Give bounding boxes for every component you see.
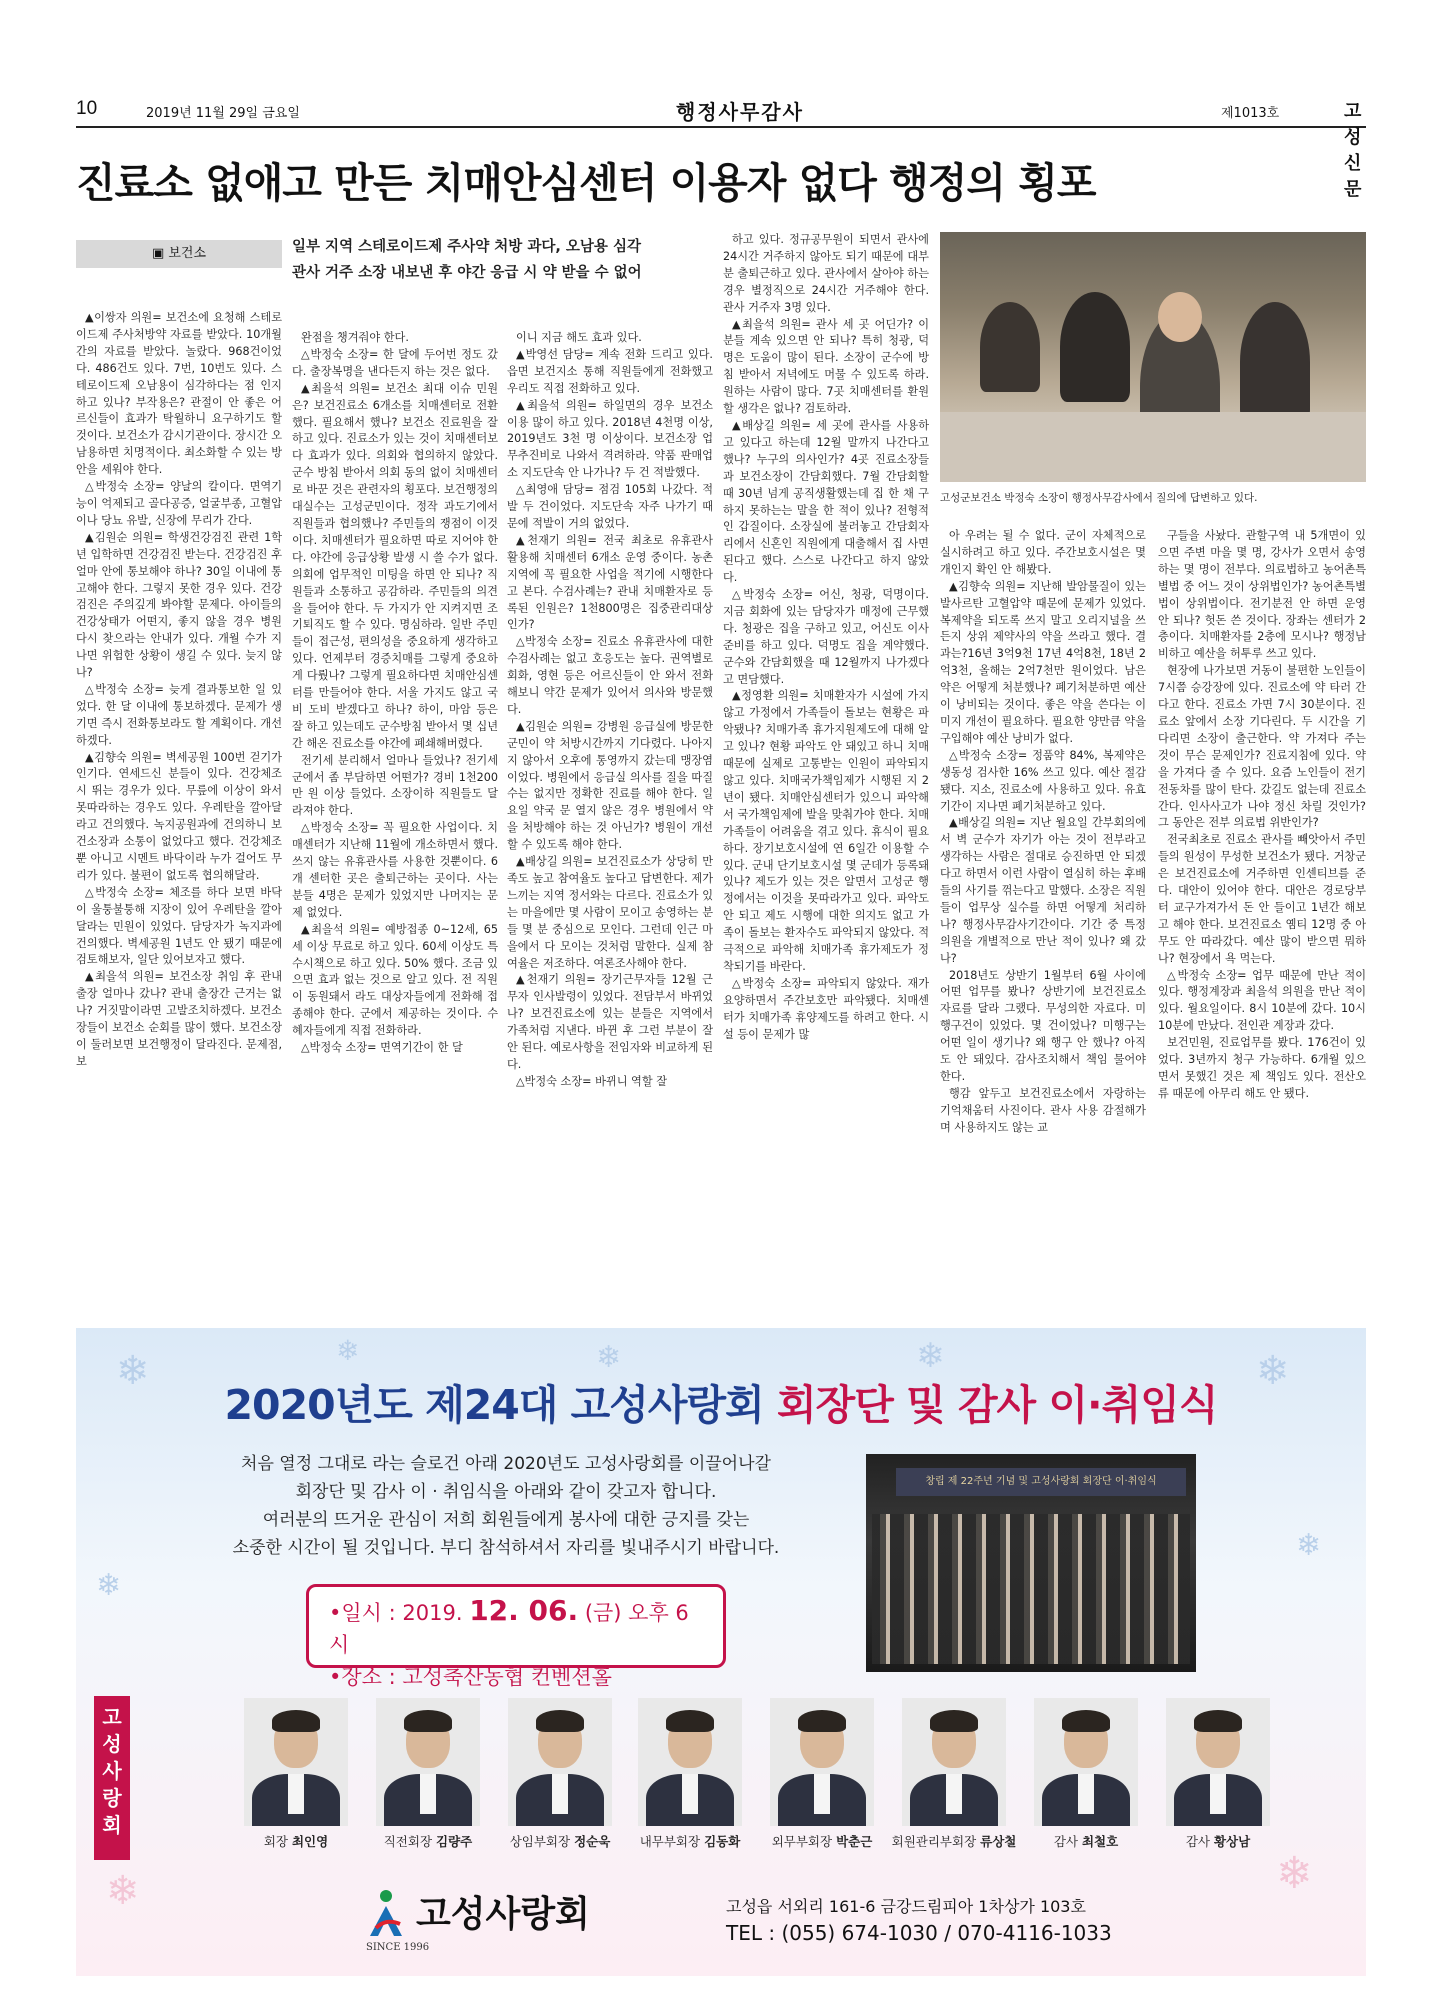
article-headline: 진료소 없애고 만든 치매안심센터 이용자 없다 행정의 횡포: [76, 159, 1096, 207]
article-photo: [940, 232, 1366, 482]
article-paragraph: △박정숙 소장= 업무 때문에 만난 적이 있다. 행정계장과 최을석 의원을 만난 적이 있다. 월요일이다. 8시 10분에 갔다. 10시 10분에 만났다. 전인관 계장과 갔다.: [1158, 968, 1366, 1033]
member-name: 김량주: [436, 1834, 473, 1849]
article-paragraph: 행감 앞두고 보건진료소에서 자랑하는 기억채움터 사진이다. 관사 사용 감절해가며 사용하지도 않는 교: [940, 1086, 1146, 1134]
article-paragraph: ▲김원순 의원= 강병원 응급실에 방문한 군민이 약 처방시간까지 기다렸다. 나아지지 않아서 오후에 통영까지 갔는데 맹장염이었다. 병원에서 응급실 의사를 질을 따질 수는 없지만 정확한 진료를 해야 한다. 일요일 약국 문 열지 않은 경우 병원에서 약을 처방해야 하는 것 아닌가? 병원이 개선할 수 있도록 해야 한다.: [507, 719, 713, 852]
event-place: •장소 : 고성축산농협 컨벤션홀: [329, 1665, 612, 1689]
article-paragraph: 아 우려는 될 수 없다. 군이 자체적으로 실시하려고 하고 있다. 주간보호시설은 몇 개인지 확인 안 해봤다.: [940, 529, 1146, 576]
article-paragraph: ▲김향숙 의원= 지난해 발암물질이 있는 발사르탄 고혈압약 때문에 문제가 있었다. 복제약을 되도록 쓰지 말고 오리지널을 쓰든지 상위 제약사의 약을 쓰라고 했다. 결과는?16년 3억9천 17년 4억8천, 18년 2억3천, 올해는 2억7천만 원이었다. 남은 약은 어떻게 처분했나? 폐기처분하면 예산이 낭비되는 것이다. 좋은 약을 쓴다는 이미지 개선이 필요하다. 필요한 양만큼 약을 구입해야 예산 낭비가 없다.: [940, 579, 1146, 745]
vertical-org-label: 고성사랑회: [94, 1696, 130, 1860]
snowflake-icon: ❄: [116, 1348, 150, 1394]
article-paragraph: 2018년도 상반기 1월부터 6월 사이에 어떤 업무를 봤나? 상반기에 보건진료소 자료를 달라 그랬다. 무성의한 자료다. 미행구건이 있었다. 몇 건이었나? 미행구는 어떤 일이 생기나? 왜 행구 안 했나? 아직도 안 돼있다. 감사조치해서 책임 물어야 한다.: [940, 968, 1146, 1083]
ad-body-line: 소중한 시간이 될 것입니다. 부디 참석하셔서 자리를 빛내주시기 바랍니다.: [232, 1538, 780, 1558]
ad-title: [76, 1372, 1366, 1431]
member-caption: [747, 1832, 897, 1850]
article-paragraph: △박정숙 소장= 면역기간이 한 달: [300, 1041, 463, 1055]
article-paragraph: ▲최을석 의원= 하일면의 경우 보건소 이용 많이 하고 있다. 2018년 4천명 이상, 2019년도 3천 명 이상이다. 보건소장 업무추진비로 나와서 격려하라. 약품 판매업소 지도단속 안 나가나? 두 건 적발했다.: [507, 398, 713, 480]
article-paragraph: ▲김향숙 의원= 벽세공원 100번 걷기가 인기다. 연세드신 분들이 있다. 건강체조 시 뛰는 경우가 있다. 무릎에 이상이 와서 못따라하는 경우도 있다. 우레탄을 깔아달라고 건의했다. 녹지공원과에 건의하니 보건소장과 소통이 없었다고 했다. 건강체조뿐 아니고 시멘트 바닥이라 누가 걸어도 무리가 있다. 불편이 없도록 협의해달라.: [76, 750, 282, 882]
article-paragraph: ▲배상길 의원= 지난 월요일 간부회의에서 벽 군수가 자기가 아는 것이 전부라고 생각하는 사람은 절대로 승진하면 안 되겠다고 하면서 이런 사람이 열심히 하는 후배들의 사기를 꺾는다고 말했다. 소장은 직원들이 업무상 실수를 하면 어떻게 처리하나? 행정사무감사기간이다. 기간 중 특정 의원을 개별적으로 만난 적이 있나? 왜 갔나?: [940, 816, 1146, 965]
event-group-photo: [866, 1454, 1196, 1672]
article-paragraph: △박정숙 소장= 바뀌니 역할 잘: [515, 1074, 668, 1088]
issue-date: 2019년 11월 29일 금요일: [146, 106, 300, 121]
article-paragraph: ▲김원순 의원= 학생건강검진 관련 1학년 입학하면 건강검진 받는다. 건강검진 후 얼마 안에 통보해야 하나? 30일 이내에 통고해야 한다. 그렇지 못한 경우 있다. 건강검진은 주의깊게 봐야할 문제다. 아이들의 건강상태가 어떤지, 좋지 않을 경우 병원 다시 찾으라는 안내가 있다. 개월 수가 지나면 위험한 상황이 생길 수 있다. 늦지 않나?: [76, 530, 282, 680]
snowflake-icon: ❄: [1256, 1348, 1290, 1394]
member-role: 상임부회장: [509, 1834, 571, 1849]
member-name: 최인영: [291, 1834, 329, 1849]
article-paragraph: ▲배상길 의원= 세 곳에 관사를 사용하고 있다고 하는데 12월 말까지 나간다고 했나? 누구의 의사인가? 4곳 진료소장들과 보건소장이 간담회했다. 7월 간담회할 때 30년 넘게 공직생활했는데 집 한 채 구하지 못하는는 말을 한 적이 있나? 전형적인 갑질이다. 소장실에 불러놓고 간담회자리에서 신혼인 직원에게 대출해서 집 사면 된다고 했다. 스스로 나간다고 하지 않았다.: [723, 418, 929, 585]
article-paragraph: △박정숙 소장= 한 달에 두어번 정도 갔다. 출장복명을 낸다든지 하는 것은 없다.: [292, 347, 498, 378]
newspaper-name: 고성신문: [1344, 101, 1362, 200]
ad-body: [156, 1450, 856, 1562]
org-logo-icon: [366, 1888, 406, 1938]
article-paragraph: 구들을 사놨다. 관할구역 내 5개면이 있으면 주변 마을 몇 명, 강사가 오면서 송영하는 몇 명이 전부다. 의료법하고 농어촌특별법 중 어느 것이 상위법인가? 농어촌특별법이 상위법이다. 전기분전 안 하면 운영 안 되나? 헛돈 쓴 것이다. 장좌는 센터가 2층이다. 치매환자를 2층에 모시나? 행정남비하고 예산을 허투루 쓰고 있다.: [1158, 529, 1366, 661]
article-paragraph: △박정숙 소장= 정품약 84%, 복제약은 생동성 검사한 16% 쓰고 있다. 예산 절감됐다. 지소, 진료소에 사용하고 있다. 유효기간이 지나면 폐기처분하고 있다.: [940, 748, 1146, 813]
article-column-6: [1158, 528, 1366, 1290]
article-paragraph: △박정숙 소장= 양날의 칼이다. 면역기능이 억제되고 골다공증, 얼굴부종, 고혈압이나 당뇨 유발, 신장에 무리가 간다.: [76, 480, 282, 527]
article-column-1: [76, 310, 282, 1290]
event-info-box: [306, 1584, 726, 1689]
snowflake-icon: ❄: [1296, 1528, 1322, 1563]
ad-body-line: 여러분의 뜨거운 관심이 저희 회원들에게 봉사에 대한 긍지를 갖는: [262, 1510, 750, 1530]
member-caption: [221, 1832, 371, 1850]
article-paragraph: △박정숙 소장= 진료소 유휴관사에 대한 수검사례는 없고 호응도는 높다. 권역별로 회화, 영현 등은 어르신들이 안 와서 전화해보니 약간 문제가 있어서 의사와 방문했다.: [507, 635, 713, 716]
member-caption: [879, 1832, 1029, 1850]
article-paragraph: ▲박영선 담당= 계속 전화 드리고 있다. 읍면 보건지소 통해 직원들에게 전화했고 우리도 직접 전화하고 있다.: [507, 347, 713, 395]
article-paragraph: △박정숙 소장= 어신, 청광, 덕명이다. 지금 회화에 있는 담당자가 매정에 근무했다. 청광은 집을 구하고 있고, 어신도 이사 준비를 하고 있다. 덕명도 집을 계약했다. 군수와 간담회했을 때 12월까지 나가겠다고 면담했다.: [723, 588, 929, 686]
member-name: 류상철: [980, 1834, 1017, 1849]
snowflake-icon: ❄: [96, 1568, 122, 1603]
member-portrait: [508, 1698, 612, 1826]
article-column-2: [292, 330, 498, 1290]
member-caption: [1143, 1832, 1293, 1850]
member-portrait: [902, 1698, 1006, 1826]
article-paragraph: 전기세 분리해서 얼마나 들었나? 전기세 군에서 좀 부담하면 어떤가? 경비 1천200만 원 이상 들었다. 소장이하 직원들도 달라져야 한다.: [292, 753, 498, 818]
ad-body-line: 회장단 및 감사 이 · 취임식을 아래와 같이 갖고자 합니다.: [295, 1482, 717, 1502]
article-paragraph: ▲천재기 의원= 장기근무자들 12월 근무자 인사발령이 있었다. 전담부서 바뀌었나? 보건진료소에 있는 분들은 지역에서 가족처럼 지낸다. 바뀐 후 그런 부분이 잘 안 된다. 예로사항을 전임자와 비교하게 된다.: [507, 973, 713, 1071]
snowflake-icon: ❄: [916, 1336, 945, 1376]
member-portrait: [1034, 1698, 1138, 1826]
member-portrait: [244, 1698, 348, 1826]
member-name: 김동화: [704, 1834, 741, 1849]
article-paragraph: ▲최을석 의원= 관사 세 곳 어딘가? 이 분들 계속 있으면 안 되나? 특히 청광, 덕명은 도움이 많이 된다. 소장이 군수에 방침 받아서 저녁에도 머물 수 있도록 하라. 원하는 사람이 많다. 7곳 치매센터를 환원할 생각은 없나? 검토하라.: [723, 317, 929, 416]
article-paragraph: △박정숙 소장= 체조를 하다 보면 바닥이 울퉁불퉁해 지장이 있어 우레탄을 깔아달라는 민원이 있었다. 담당자가 녹지과에 건의했다. 벽세공원 1년도 안 됐기 때문에 검토해보자, 일단 있어보자고 했다.: [76, 885, 282, 967]
article-paragraph: ▲정영환 의원= 치매환자가 시설에 가지 않고 가정에서 가족들이 돌보는 현황은 파악됐나? 치매가족 휴가지원제도에 대해 알고 있나? 현황 파악도 안 돼있고 하니 치매 때문에 실제로 고통받는 인원이 파악되지 않고 있다. 치매국가책임제가 시행된 지 2년이 됐다. 치매안심센터가 있으니 파악해서 국가책임제에 발을 맞춰가야 한다. 치매가족들이 어려움을 겪고 있다. 휴식이 필요하다. 장기보호시설에 연 6일간 이용할 수 있다. 군내 단기보호시설 몇 군데가 등록돼있나? 제도가 있는 것은 알면서 고성군 행정에서는 이것을 못따라가고 있다. 파악도 안 되고 제도 시행에 대한 의지도 없고 가족이 돌보는 환자수도 파악되지 않았다. 적극적으로 파악해 치매가족 휴가제도가 정착되기를 바란다.: [723, 689, 929, 973]
ad-title-part-1: 2020년도 제24대 고성사랑회: [224, 1381, 777, 1429]
article-paragraph: 전국최초로 진료소 관사를 빼앗아서 주민들의 원성이 무성한 보건소가 됐다. 거창군은 보건진료소에 거주하면 인센티브를 준다. 대안이 있어야 한다. 대안은 경로당부터 교구가져가서 돈 안 들이고 1년간 해보고 해야 한다. 보건진료소 옘티 12명 중 아무도 안 따라갔다. 예산 많이 받으면 뭐하나? 현장에서 욕 먹는다.: [1158, 833, 1366, 965]
article-column-3: [507, 330, 713, 1290]
page-number: 10: [76, 98, 98, 119]
org-contact: [726, 1894, 1112, 1946]
org-name: 고성사랑회: [416, 1894, 590, 1935]
article-column-4: [723, 232, 929, 1290]
article-column-5: [940, 528, 1146, 1290]
snowflake-icon: ❄: [336, 1334, 360, 1367]
snowflake-icon: ❄: [106, 1868, 140, 1914]
article-paragraph: △박정숙 소장= 꼭 필요한 사업이다. 치매센터가 지난해 11월에 개소하면서 했다. 쓰지 않는 유휴관사를 사용한 것뿐이다. 6개 센터한 곳은 출퇴근하는 곳이다. 사는 분들 4명은 문제가 있었지만 나머지는 문제 없었다.: [292, 821, 498, 919]
article-paragraph: △박정숙 소장= 파악되지 않았다. 재가요양하면서 주간보호만 파악됐다. 치매센터가 치매가족 휴양제도를 하려고 한다. 시설 등이 문제가 많: [723, 976, 929, 1041]
member-role: 회장: [263, 1834, 288, 1849]
member-role: 감사: [1185, 1834, 1210, 1849]
article-paragraph: ▲이쌍자 의원= 보건소에 요청해 스테로이드제 주사처방약 자료를 받았다. 10개월간의 자료를 받았다. 놀랐다. 968건이었다. 486건도 있다. 7번, 10번도 있다. 스테로이드제 오남용이 심각하다는 점 인지하고 있나? 부작용은? 관절이 안 좋은 어르신들이 효과가 탁월하니 요구하기도 할 것이다. 보건소가 감시기관이다. 장시간 오남용하면 치명적이다. 최소화할 수 있는 방안을 세워야 한다.: [76, 311, 282, 477]
member-portrait: [1166, 1698, 1270, 1826]
event-date: •일시 : 2019. 12. 06. (금) 오후 6시: [329, 1594, 689, 1657]
article-tag: ▣ 보건소: [76, 240, 282, 268]
article-paragraph: 보건민원, 진료업무를 봤다. 176건이 있었다. 3년까지 청구 가능하다. 6개월 있으면서 못했긴 것은 제 책임도 있다. 전산오류 때문에 아무리 해도 안 됐다.: [1158, 1036, 1366, 1100]
article-paragraph: ▲최을석 의원= 보건소장 취임 후 관내 출장 얼마나 갔나? 관내 출장간 근거는 없나? 거짓말이라면 고발조치하겠다. 보건소장들이 보건소 순회를 많이 했다. 보건소장이 둘러보면 보건행정이 달라진다. 문제점, 보: [76, 970, 282, 1068]
member-role: 내무부회장: [639, 1834, 701, 1849]
member-role: 감사: [1053, 1834, 1078, 1849]
snowflake-icon: ❄: [1276, 1848, 1313, 1899]
org-telephone: TEL : (055) 674-1030 / 070-4116-1033: [726, 1921, 1112, 1945]
member-name: 박춘근: [836, 1834, 873, 1849]
photo-caption: 고성군보건소 박정숙 소장이 행정사무감사에서 질의에 답변하고 있다.: [940, 492, 1258, 504]
issue-number: 제1013호: [1221, 106, 1280, 121]
article-paragraph: ▲최을석 의원= 예방접종 0~12세, 65세 이상 무료로 하고 있다. 60세 이상도 특수시책으로 하고 있다. 50% 했다. 조금 있으면 효과 없는 것으로 알고 있다. 전 직원이 동원돼서 라도 대상자들에게 전화해 접종해야 한다. 군에서 제공하는 것이다. 수혜자들에게 직접 전화하라.: [292, 922, 498, 1038]
article-paragraph: ▲천재기 의원= 전국 최초로 유휴관사 활용해 치매센터 6개소 운영 중이다. 농촌지역에 꼭 필요한 사업을 적기에 시행한다고 본다. 수검사례는? 관내 치매환자로 등록된 인원은? 1천800명은 집중관리대상인가?: [507, 533, 713, 632]
org-address: 고성읍 서외리 161-6 금강드림피아 1차상가 103호: [726, 1897, 1086, 1916]
article-subhead: [292, 234, 712, 286]
member-name: 정순욱: [574, 1834, 611, 1849]
article-paragraph: ▲배상길 의원= 보건진료소가 상당히 만족도 높고 참여율도 높다고 답변한다. 제가 느끼는 지역 정서와는 다르다. 진료소가 있는 마을에만 몇 사람이 모이고 송영하는 분들 몇 분 중심으로 모인다. 그런데 인근 마을에서 다 모이는 것처럼 말한다. 실제 참여율은 저조하다. 여론조사해야 한다.: [507, 855, 713, 970]
advertisement: [76, 1328, 1366, 1976]
member-name: 최철호: [1081, 1834, 1119, 1849]
article-paragraph: 이니 지금 해도 효과 있다.: [515, 331, 642, 344]
since-year: SINCE 1996: [366, 1942, 430, 1953]
article-paragraph: 완점을 챙겨줘야 한다.: [300, 331, 409, 344]
article-paragraph: 하고 있다. 정규공무원이 되면서 관사에 24시간 거주하지 않아도 되기 때문에 대부분 출퇴근하고 있다. 관사에서 살아야 하는 경우 별정직으로 24시간 거주해야 한다. 관사 거주자 3명 있다.: [723, 233, 929, 314]
member-caption: [1011, 1832, 1161, 1850]
member-caption: [485, 1832, 635, 1850]
member-caption: [615, 1832, 765, 1850]
ad-title-part-2: 회장단 및 감사 이·취임식: [776, 1381, 1218, 1429]
member-portrait: [376, 1698, 480, 1826]
member-portrait: [638, 1698, 742, 1826]
section-title: 행정사무감사: [676, 100, 804, 124]
article-paragraph: 현장에 나가보면 거동이 불편한 노인들이 7시쯤 승강장에 있다. 진료소에 약 타러 간다고 한다. 진료소 가면 7시 30분이다. 진료소 앞에서 소장 기다린다. 두 시간을 기다리면 소장이 출근한다. 약 가져다 주는 것이 무슨 문제인가? 진료지침에 있다. 약을 가져다 줄 수 있다. 요즘 노인들이 전기전동차를 많이 탄다. 갔길도 없는데 진료소 간다. 인사사고가 나야 정신 차릴 것인가? 그 동안은 전부 의료법 위반인가?: [1158, 664, 1366, 830]
photo-banner: 창립 제 22주년 기념 및 고성사랑회 회장단 이·취임식: [896, 1468, 1186, 1496]
member-role: 외무부회장: [771, 1834, 833, 1849]
article-paragraph: ▲최을석 의원= 보건소 최대 이슈 민원은? 보건진료소 6개소를 치매센터로 전환했다. 필요해서 했나? 보건소 진료원을 잘 하고 있다. 진료소가 있는 것이 치매센터보다 효과가 있다. 의회와 협의하지 않았다. 군수 방침 받아서 의회 동의 없이 치매센터로 바꾼 것은 관련자의 횡포다. 보건행정의 대실수는 고성군민이다. 정작 과도기에서 직원들과 협의했나? 주민들의 쟁점이 이것이다. 치매센터가 필요하면 따로 지어야 한다. 야간에 응급상황 발생 시 쓸 수가 없다. 의회에 업무적인 미팅을 하면 안 되나? 직원들과 소통하고 공감하라. 주민들의 의견을 들어야 한다. 두 가지가 안 지켜지면 조기퇴직도 할 수 있다. 명심하라. 일반 주민들이 접근성, 편의성을 중요하게 생각하고 있다. 언제부터 경증치매를 그렇게 중요하게 다뤘나? 그렇게 필요하다면 치매안심센터를 만들어야 한다. 서울 가지도 않고 국비 도비 받겠다고 하나? 하이, 마암 등은 잘 하고 있는데도 군수방침 받아서 몇 십년 간 해온 진료소를 야간에 폐쇄해버렸다.: [292, 381, 498, 750]
member-role: 직전회장: [383, 1834, 433, 1849]
member-role: 회원관리부회장: [891, 1834, 977, 1849]
member-caption: [353, 1832, 503, 1850]
member-name: 황상남: [1213, 1834, 1251, 1849]
article-paragraph: △최영애 담당= 점검 105회 나갔다. 적발 두 건이었다. 지도단속 자주 나가기 때문에 적발이 거의 없었다.: [507, 483, 713, 530]
subhead-line-1: 일부 지역 스테로이드제 주사약 처방 과다, 오남용 심각: [292, 239, 641, 255]
snowflake-icon: ❄: [596, 1340, 622, 1375]
subhead-line-2: 관사 거주 소장 내보낸 후 야간 응급 시 약 받을 수 없어: [292, 265, 642, 281]
ad-body-line: 처음 열정 그대로 라는 슬로건 아래 2020년도 고성사랑회를 이끌어나갈: [241, 1454, 771, 1474]
article-paragraph: △박정숙 소장= 늦게 결과통보한 일 있었다. 한 달 이내에 통보하겠다. 문제가 생기면 즉시 전화통보라도 할 계획이다. 개선하겠다.: [76, 682, 282, 747]
member-portrait: [770, 1698, 874, 1826]
